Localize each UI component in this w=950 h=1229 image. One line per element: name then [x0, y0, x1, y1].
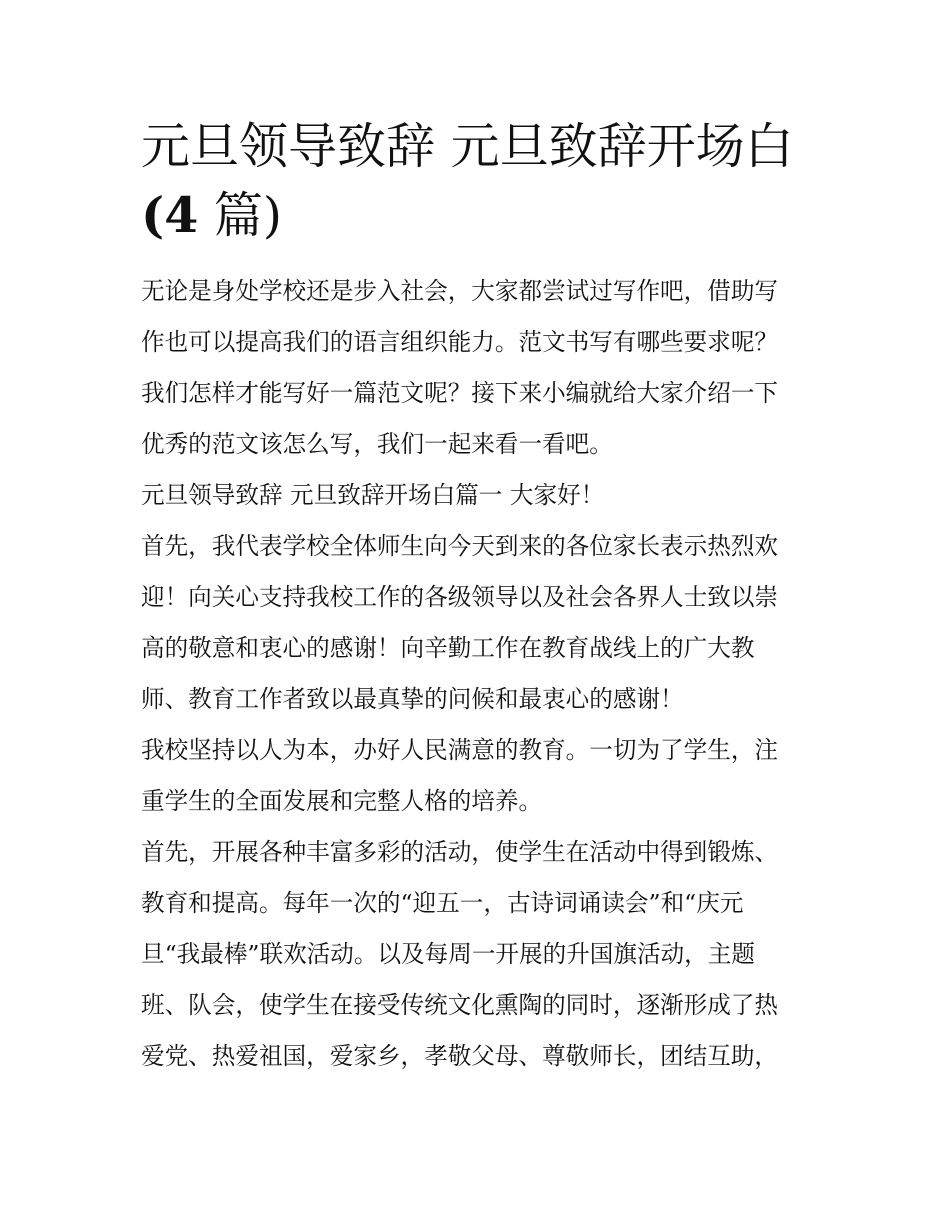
title-paren-open: (	[141, 186, 165, 244]
paragraph-line: 无论是身处学校还是步入社会，大家都尝试过写作吧，借助写	[141, 277, 779, 305]
paragraph-line: 师、教育工作者致以最真挚的问候和最衷心的感谢！	[141, 685, 684, 713]
paragraph-line: 作也可以提高我们的语言组织能力。范文书写有哪些要求呢？	[141, 328, 779, 356]
activities-paragraph	[141, 827, 813, 1082]
paragraph-line: 教育和提高。每年一次的“迎五一，古诗词诵读会”和“庆元	[141, 889, 744, 917]
philosophy-paragraph	[141, 725, 813, 827]
intro-paragraph	[141, 266, 813, 470]
paragraph-line: 重学生的全面发展和完整人格的培养。	[141, 787, 543, 815]
title-suffix: 篇)	[198, 187, 282, 244]
title-line-1: 元旦领导致辞 元旦致辞开场白	[141, 118, 794, 175]
paragraph-line: 首先，我代表学校全体师生向今天到来的各位家长表示热烈欢	[141, 532, 779, 560]
paragraph-line: 高的敬意和衷心的感谢！向辛勤工作在教育战线上的广大教	[141, 634, 755, 662]
document-title	[141, 112, 813, 250]
paragraph-line: 爱党、热爱祖国，爱家乡，孝敬父母、尊敬师长，团结互助，	[141, 1042, 779, 1070]
paragraph-line: 我们怎样才能写好一篇范文呢？接下来小编就给大家介绍一下	[141, 379, 779, 407]
paragraph-line: 优秀的范文该怎么写，我们一起来看一看吧。	[141, 430, 613, 458]
document-page	[141, 112, 813, 1082]
paragraph-line: 旦“我最棒”联欢活动。以及每周一开展的升国旗活动，主题	[141, 940, 755, 968]
paragraph-line: 迎！向关心支持我校工作的各级领导以及社会各界人士致以崇	[141, 583, 779, 611]
title-line-2	[141, 181, 813, 250]
welcome-paragraph	[141, 521, 813, 725]
paragraph-line: 首先，开展各种丰富多彩的活动，使学生在活动中得到锻炼、	[141, 838, 779, 866]
paragraph-line: 班、队会，使学生在接受传统文化熏陶的同时，逐渐形成了热	[141, 991, 779, 1019]
paragraph-line: 我校坚持以人为本，办好人民满意的教育。一切为了学生，注	[141, 736, 779, 764]
title-count: 4	[164, 186, 199, 244]
section-heading-paragraph	[141, 470, 813, 521]
paragraph-line: 元旦领导致辞 元旦致辞开场白篇一 大家好！	[141, 481, 605, 509]
